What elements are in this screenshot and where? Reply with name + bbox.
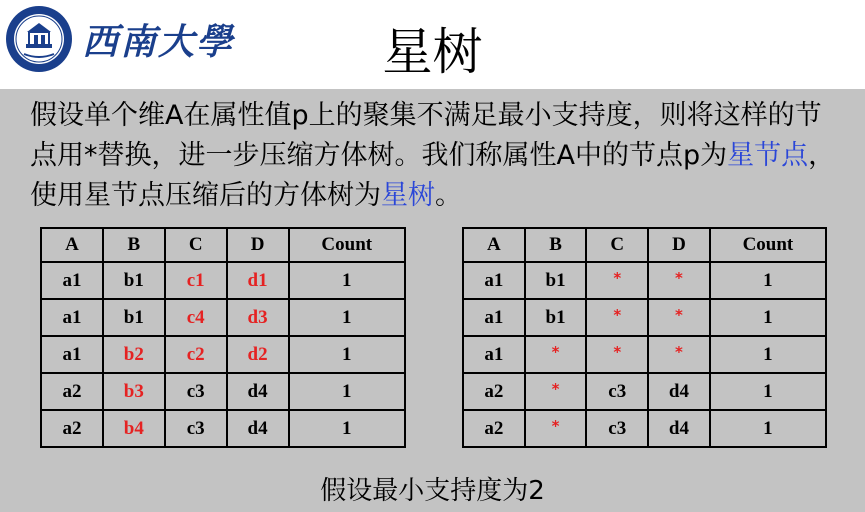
star-mark: *: [675, 268, 683, 287]
table-cell: a1: [463, 262, 525, 299]
table-cell: d4: [648, 410, 710, 447]
star-mark: *: [551, 342, 560, 361]
star-cell: [525, 373, 587, 410]
table-cell: 1: [710, 373, 826, 410]
table-cell: c3: [586, 410, 648, 447]
table-cell: a1: [41, 262, 103, 299]
star-mark: *: [613, 268, 622, 287]
university-name: 西南大學: [82, 21, 235, 63]
star-cell: [525, 336, 587, 373]
table-row: [41, 299, 405, 336]
table-cell: a1: [463, 299, 525, 336]
table-cell: a2: [463, 373, 525, 410]
table-row: [463, 299, 826, 336]
table-cell: b2: [103, 336, 165, 373]
star-mark: *: [551, 416, 560, 435]
intro-text-3: 。: [435, 180, 462, 211]
table-cell: b1: [103, 299, 165, 336]
table-cell: d1: [227, 262, 289, 299]
star-mark: *: [551, 379, 560, 398]
table-cell: c2: [165, 336, 227, 373]
table-cell: c4: [165, 299, 227, 336]
table-cell: b1: [103, 262, 165, 299]
star-mark: *: [613, 342, 622, 361]
table-cell: 1: [710, 262, 826, 299]
star-table: [462, 227, 827, 448]
intro-text-2: ，使用星节点压缩后的方体树为: [30, 140, 836, 211]
table-row: [41, 410, 405, 447]
table-cell: a1: [41, 336, 103, 373]
table-cell: a1: [41, 299, 103, 336]
table-cell: b4: [103, 410, 165, 447]
table-cell: c3: [165, 410, 227, 447]
intro-text-1: 假设单个维A在属性值p上的聚集不满足最小支持度，则将这样的节点用*替换，进一步压缩方体树。我们称属性A中的节点p为: [30, 100, 822, 171]
table-row: [41, 336, 405, 373]
star-cell: [648, 299, 710, 336]
table-row: [41, 262, 405, 299]
star-cell: [648, 262, 710, 299]
table-cell: 1: [289, 299, 406, 336]
table-cell: a2: [41, 373, 103, 410]
column-header-count: Count: [289, 228, 406, 262]
table-cell: 1: [289, 336, 406, 373]
star-mark: *: [675, 305, 683, 324]
table-cell: 1: [710, 299, 826, 336]
column-header-b: B: [525, 228, 587, 262]
star-mark: *: [675, 342, 683, 361]
table-cell: a1: [463, 336, 525, 373]
column-header-d: D: [227, 228, 289, 262]
table-cell: d2: [227, 336, 289, 373]
table-row: [41, 373, 405, 410]
star-cell: [648, 336, 710, 373]
table-cell: 1: [710, 336, 826, 373]
star-mark: *: [613, 305, 622, 324]
column-header-count: Count: [710, 228, 826, 262]
column-header-b: B: [103, 228, 165, 262]
table-cell: d4: [227, 373, 289, 410]
star-cell: [586, 262, 648, 299]
table-cell: a2: [463, 410, 525, 447]
table-cell: 1: [710, 410, 826, 447]
term-star-tree: 星树: [381, 180, 435, 211]
table-cell: d3: [227, 299, 289, 336]
column-header-c: C: [586, 228, 648, 262]
column-header-d: D: [648, 228, 710, 262]
table-header-row: [41, 228, 405, 262]
table-cell: 1: [289, 410, 406, 447]
table-cell: d4: [227, 410, 289, 447]
star-cell: [525, 410, 587, 447]
intro-paragraph: [30, 96, 842, 216]
table-cell: c3: [586, 373, 648, 410]
min-support-note: 假设最小支持度为2: [320, 476, 545, 506]
column-header-c: C: [165, 228, 227, 262]
table-cell: d4: [648, 373, 710, 410]
table-row: [463, 373, 826, 410]
slide-header: [0, 0, 865, 89]
term-star-node: 星节点: [727, 140, 809, 171]
table-cell: 1: [289, 373, 406, 410]
table-row: [463, 336, 826, 373]
table-cell: b1: [525, 262, 587, 299]
star-cell: [586, 336, 648, 373]
slide-title: 星树: [382, 23, 483, 81]
table-row: [463, 262, 826, 299]
table-cell: 1: [289, 262, 406, 299]
table-cell: a2: [41, 410, 103, 447]
table-cell: b1: [525, 299, 587, 336]
column-header-a: A: [41, 228, 103, 262]
original-data-table: [40, 227, 406, 448]
star-cell: [586, 299, 648, 336]
table-cell: c3: [165, 373, 227, 410]
table-cell: c1: [165, 262, 227, 299]
table-row: [463, 410, 826, 447]
table-header-row: [463, 228, 826, 262]
column-header-a: A: [463, 228, 525, 262]
table-cell: b3: [103, 373, 165, 410]
